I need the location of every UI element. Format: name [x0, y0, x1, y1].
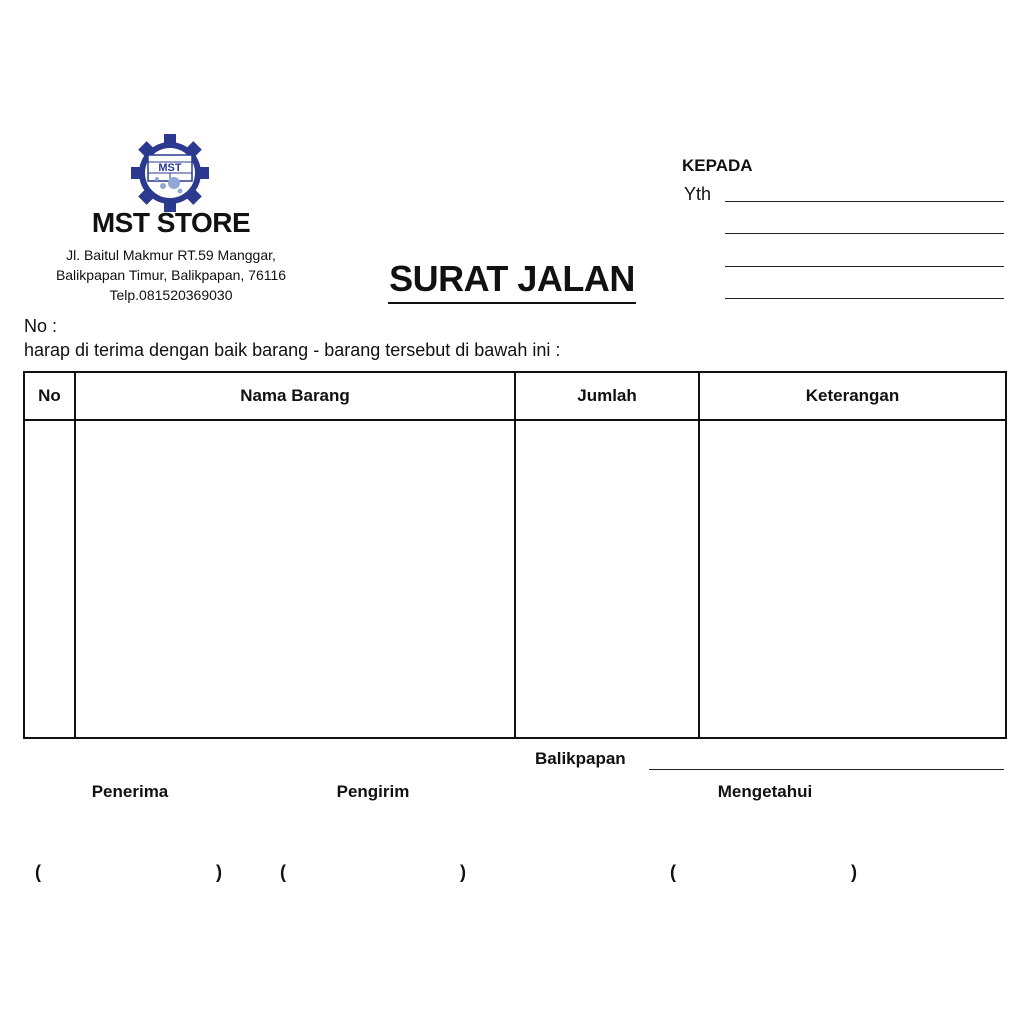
cell-nama-barang[interactable] [75, 420, 515, 738]
store-name: MST STORE [91, 207, 251, 238]
column-header-no: No [24, 372, 75, 420]
column-header-jumlah: Jumlah [515, 372, 699, 420]
document-title: SURAT JALAN [388, 258, 636, 304]
document-number-label: No : [24, 316, 58, 336]
recipient-line[interactable] [725, 266, 1004, 267]
store-address-line2: Balikpapan Timur, Balikpapan, 76116 [55, 267, 287, 283]
store-address-line1: Jl. Baitul Makmur RT.59 Manggar, [66, 247, 276, 263]
city-label: Balikpapan [535, 749, 626, 768]
signature-close-paren: ) [460, 862, 466, 882]
recipient-line[interactable] [725, 298, 1004, 299]
signatory-mengetahui: Mengetahui [717, 782, 813, 801]
cell-jumlah[interactable] [515, 420, 699, 738]
table-header-row [24, 372, 1006, 420]
recipient-line[interactable] [725, 233, 1004, 234]
items-table [23, 371, 1007, 739]
column-header-keterangan: Keterangan [699, 372, 1006, 420]
column-header-nama-barang: Nama Barang [75, 372, 515, 420]
signatory-penerima: Penerima [91, 782, 169, 801]
logo-text: MST [158, 162, 182, 174]
date-line[interactable] [649, 769, 1004, 770]
cell-no[interactable] [24, 420, 75, 738]
signature-close-paren: ) [216, 862, 222, 882]
signature-close-paren: ) [851, 862, 857, 882]
signature-open-paren: ( [670, 862, 676, 882]
store-phone: Telp.081520369030 [109, 287, 233, 303]
store-logo [130, 133, 210, 213]
recipient-line[interactable] [725, 201, 1004, 202]
signature-open-paren: ( [280, 862, 286, 882]
recipient-label: KEPADA [682, 156, 753, 175]
cell-keterangan[interactable] [699, 420, 1006, 738]
table-row [24, 420, 1006, 738]
signatory-pengirim: Pengirim [336, 782, 410, 801]
instruction-text: harap di terima dengan baik barang - barang tersebut di bawah ini : [24, 340, 561, 360]
signature-open-paren: ( [35, 862, 41, 882]
recipient-salutation: Yth [684, 184, 712, 204]
gear-logo-icon [130, 133, 210, 213]
